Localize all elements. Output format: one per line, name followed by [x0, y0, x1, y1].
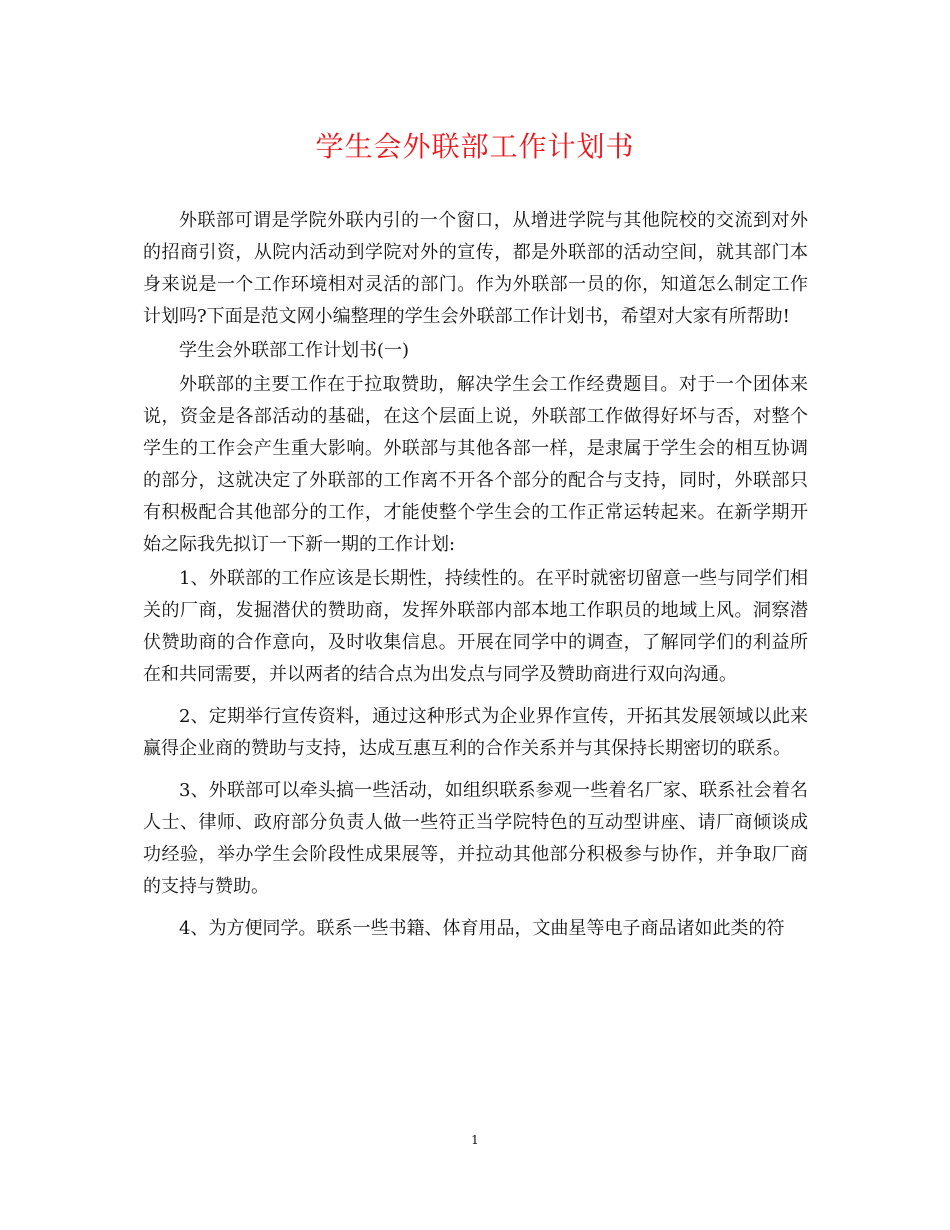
section-heading: 学生会外联部工作计划书(一)	[179, 340, 410, 361]
intro-paragraph: 外联部可谓是学院外联内引的一个窗口，从增进学院与其他院校的交流到对外的招商引资，从院内活动到学院对外的宣传，都是外联部的活动空间，就其部门本身来说是一个工作环境相对灵活的部门。作为外联部一员的你，知道怎么制定工作计划吗?下面是范文网小编整理的学生会外联部工作计划书，希望对大家有所帮助!	[143, 210, 808, 327]
list-item-4: 4、为方便同学。联系一些书籍、体育用品，文曲星等电子商品诸如此类的符	[179, 918, 785, 939]
list-item-2: 2、定期举行宣传资料，通过这种形式为企业界作宣传，开拓其发展领域以此来赢得企业商的赞助与支持，达成互惠互利的合作关系并与其保持长期密切的联系。	[143, 706, 808, 759]
body-paragraph: 外联部的主要工作在于拉取赞助，解决学生会工作经费题目。对于一个团体来说，资金是各部活动的基础，在这个层面上说，外联部工作做得好坏与否，对整个学生的工作会产生重大影响。外联部与其他各部一样，是隶属于学生会的相互协调的部分，这就决定了外联部的工作离不开各个部分的配合与支持，同时，外联部只有积极配合其他部分的工作，才能使整个学生会的工作正常运转起来。在新学期开始之际我先拟订一下新一期的工作计划:	[143, 374, 808, 555]
list-item-1: 1、外联部的工作应该是长期性，持续性的。在平时就密切留意一些与同学们相关的厂商，发掘潜伏的赞助商，发挥外联部内部本地工作职员的地域上风。洞察潜伏赞助商的合作意向，及时收集信息。开展在同学中的调查，了解同学们的利益所在和共同需要，并以两者的结合点为出发点与同学及赞助商进行双向沟通。	[143, 568, 808, 685]
page-number: 1	[471, 1133, 479, 1147]
document-body	[143, 205, 808, 945]
list-item-3: 3、外联部可以牵头搞一些活动，如组织联系参观一些着名厂家、联系社会着名人士、律师、政府部分负责人做一些符正当学院特色的互动型讲座、请厂商倾谈成功经验，举办学生会阶段性成果展等，并拉动其他部分积极参与协作，并争取厂商的支持与赞助。	[143, 780, 808, 897]
document-title: 学生会外联部工作计划书	[315, 130, 635, 163]
